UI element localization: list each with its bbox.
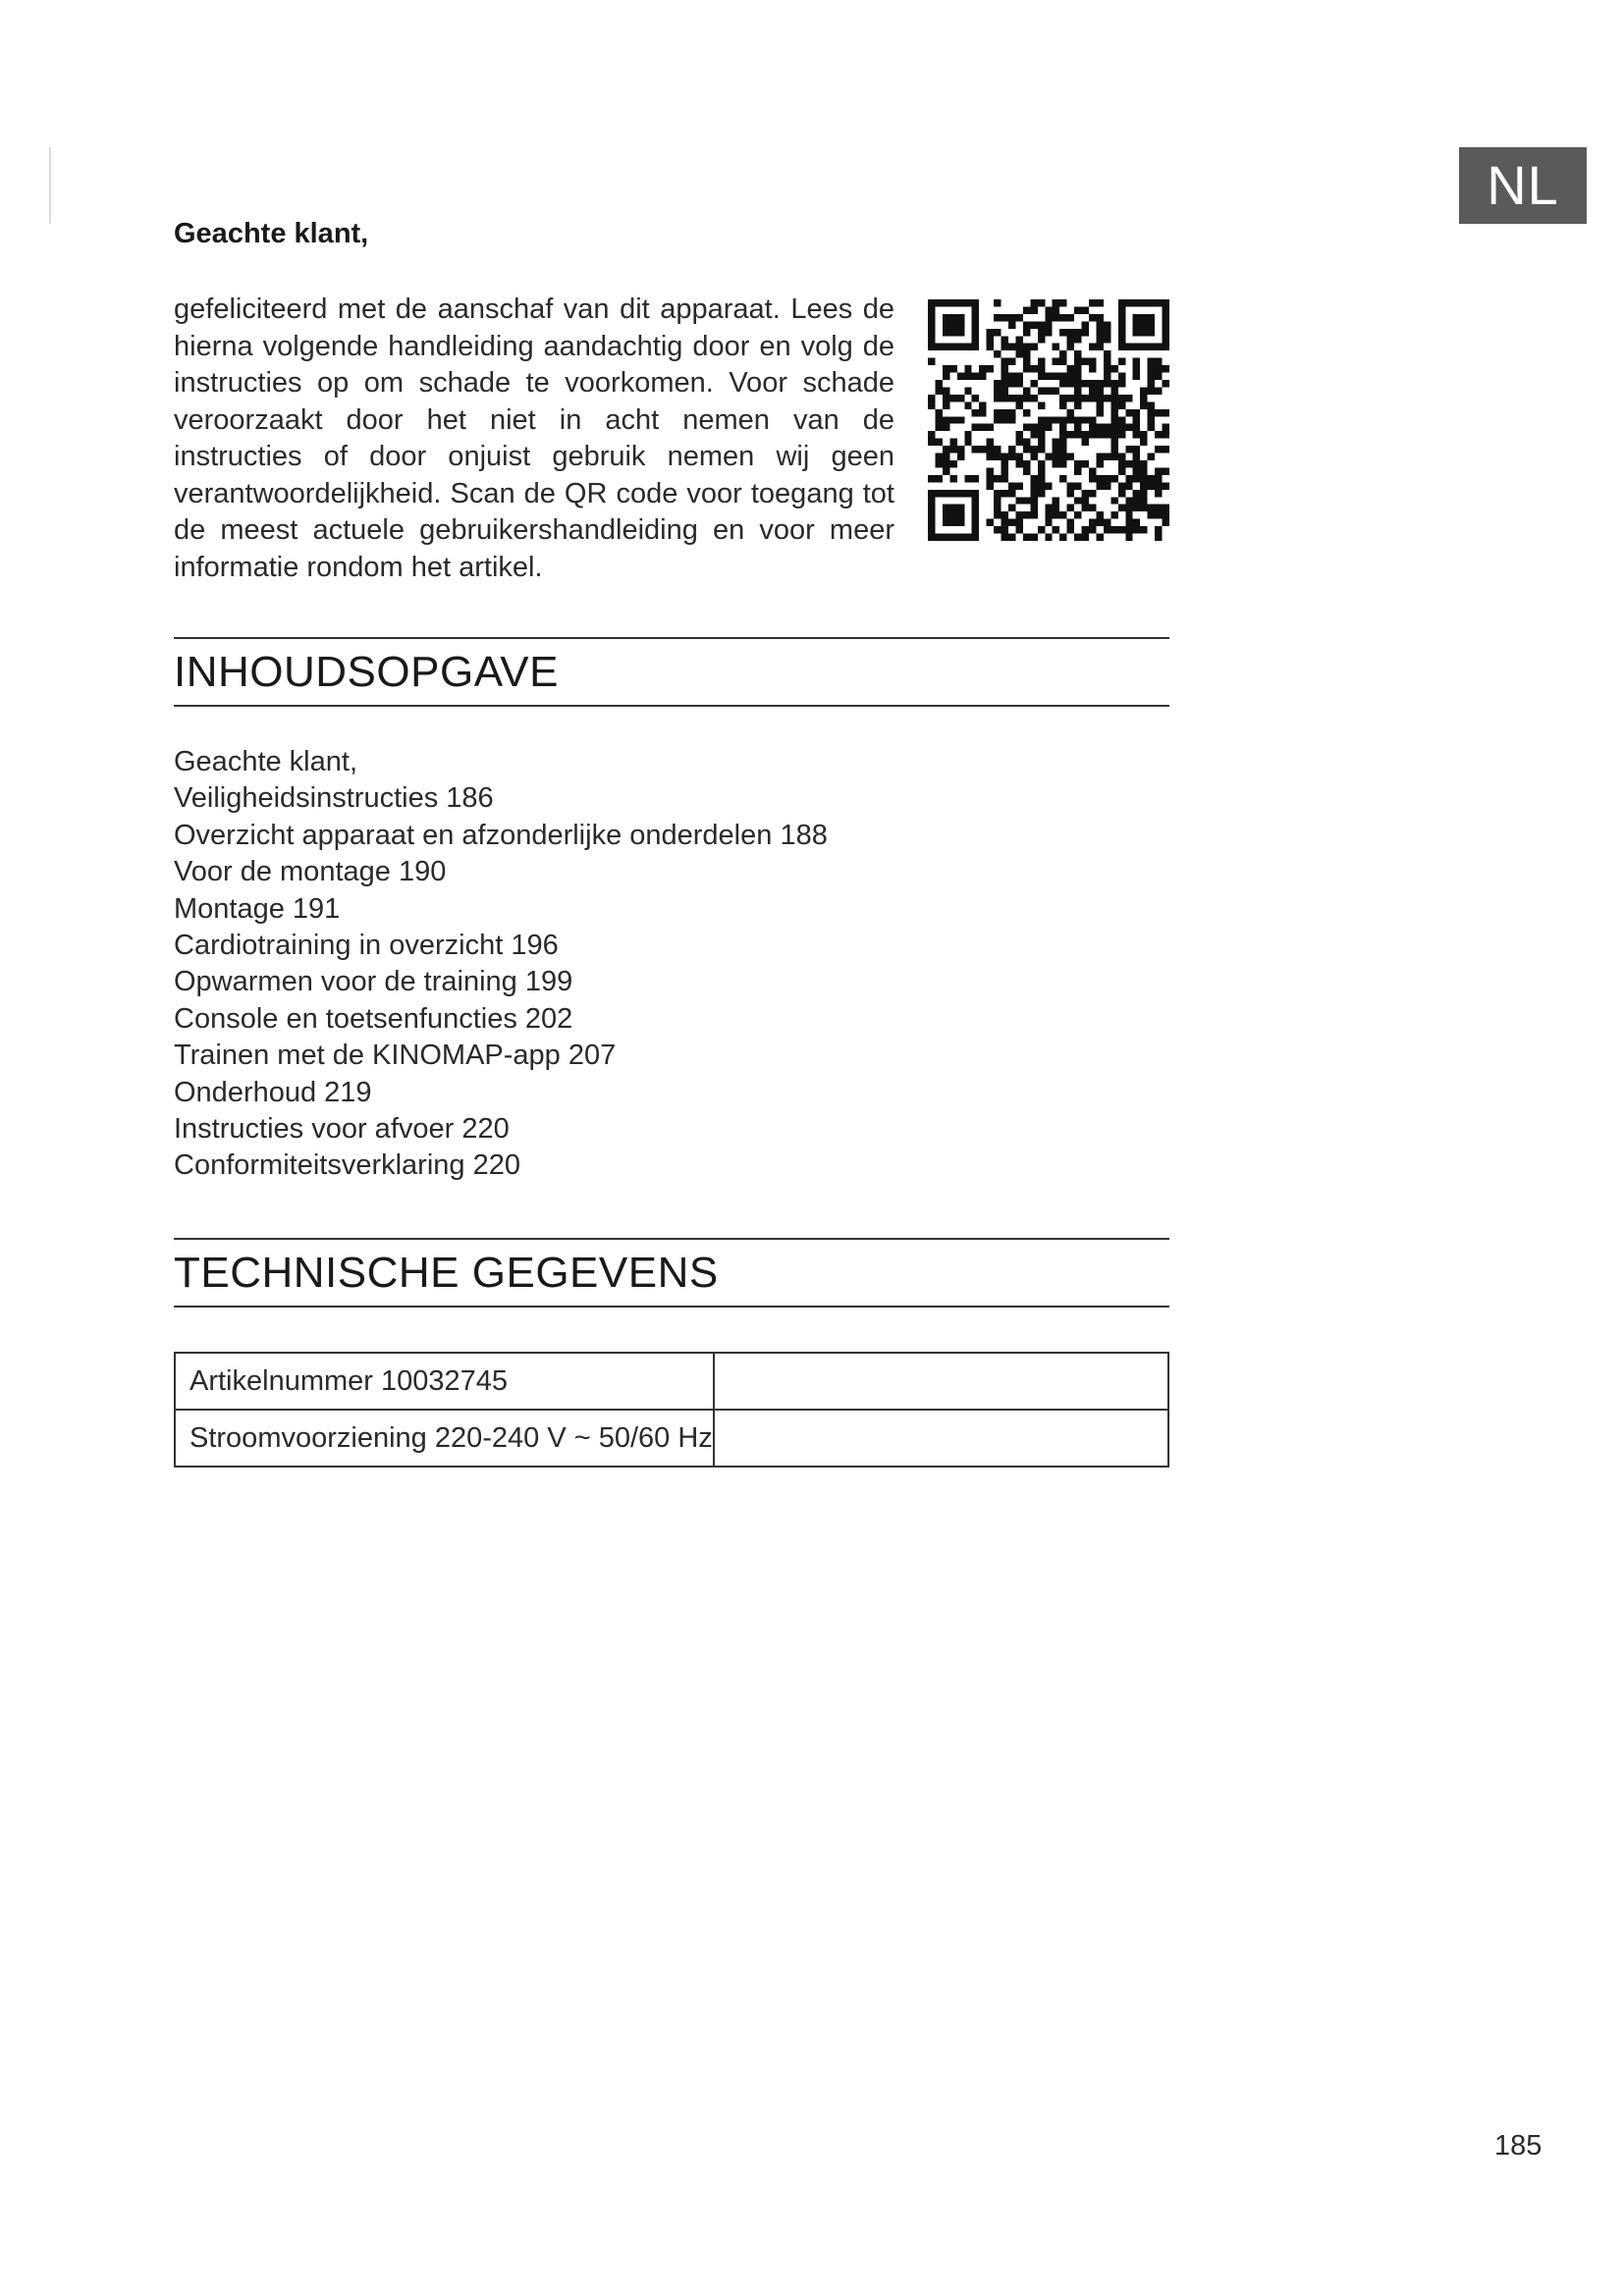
toc-top-rule	[174, 637, 1169, 639]
toc-item: Veiligheidsinstructies 186	[174, 782, 494, 815]
intro-paragraph: gefeliciteerd met de aanschaf van dit apparaat. Lees de hierna volgende handleiding aandachtig door en volg de instructies op om schade te voorkomen. Voor schade veroorzaakt door het niet in acht nemen van de instructies of door onjuist gebruik nemen wij geen verantwoordelijkheid. Scan de QR code voor toegang tot de meest actuele gebruikershandleiding en voor meer informatie rondom het artikel.	[174, 294, 894, 583]
table-of-contents	[174, 744, 828, 1185]
toc-item: Cardiotraining in overzicht 196	[174, 930, 559, 962]
margin-line	[49, 147, 51, 224]
toc-item: Conformiteitsverklaring 220	[174, 1149, 520, 1182]
specs-bottom-rule	[174, 1306, 1169, 1308]
spec-cell-empty	[714, 1410, 1168, 1467]
language-badge: NL	[1459, 147, 1587, 224]
spec-cell-power-supply: Stroomvoorziening 220-240 V ~ 50/60 Hz	[175, 1410, 714, 1467]
toc-item: Montage 191	[174, 892, 341, 925]
page-number: 185	[1494, 2130, 1543, 2162]
toc-item: Console en toetsenfuncties 202	[174, 1002, 573, 1035]
toc-item: Geachte klant,	[174, 746, 357, 777]
specs-title: TECHNISCHE GEGEVENS	[174, 1249, 719, 1297]
toc-item: Voor de montage 190	[174, 856, 447, 888]
spec-cell-empty	[714, 1353, 1168, 1410]
toc-bottom-rule	[174, 705, 1169, 707]
table-row	[175, 1353, 1168, 1410]
spec-cell-article-number: Artikelnummer 10032745	[175, 1353, 714, 1410]
toc-item: Opwarmen voor de training 199	[174, 966, 573, 998]
qr-code-icon	[928, 299, 1169, 541]
toc-title: INHOUDSOPGAVE	[174, 648, 559, 696]
toc-item: Onderhoud 219	[174, 1076, 372, 1108]
greeting-heading: Geachte klant,	[174, 218, 369, 249]
toc-item: Trainen met de KINOMAP-app 207	[174, 1040, 617, 1072]
toc-item: Overzicht apparaat en afzonderlijke onderdelen 188	[174, 819, 828, 851]
table-row	[175, 1410, 1168, 1467]
specs-top-rule	[174, 1238, 1169, 1240]
specs-table	[174, 1352, 1169, 1468]
toc-item: Instructies voor afvoer 220	[174, 1113, 510, 1146]
